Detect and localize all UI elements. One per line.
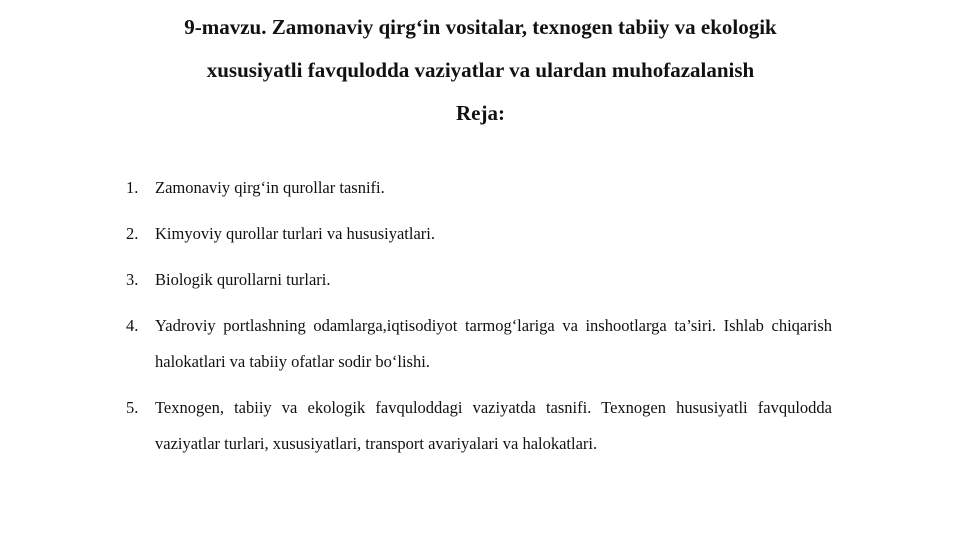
- plan-item-3: [126, 262, 832, 298]
- plan-item-number: 1.: [126, 178, 139, 197]
- title-line-1: 9-mavzu. Zamonaviy qirg‘in vositalar, texnogen tabiiy va ekologik: [184, 15, 777, 39]
- plan-item-number: 5.: [126, 398, 139, 417]
- plan-item-2: [126, 216, 832, 252]
- plan-item-text: Yadroviy portlashning odamlarga,iqtisodiyot tarmog‘lariga va inshootlarga ta’siri. Ishlab chiqarish halokatlari va tabiiy ofatlar sodir bo‘lishi.: [155, 316, 832, 371]
- plan-item-text: Kimyoviy qurollar turlari va hususiyatlari.: [155, 224, 435, 243]
- plan-item-5: [126, 390, 832, 462]
- plan-item-text: Biologik qurollarni turlari.: [155, 270, 331, 289]
- plan-item-number: 2.: [126, 224, 139, 243]
- plan-item-number: 3.: [126, 270, 139, 289]
- plan-item-4: [126, 308, 832, 380]
- title-line-2: xususiyatli favqulodda vaziyatlar va ulardan muhofazalanish: [206, 58, 755, 82]
- plan-item-text: Zamonaviy qirg‘in qurollar tasnifi.: [155, 178, 385, 197]
- plan-item-number: 4.: [126, 316, 139, 335]
- title-block: [0, 6, 961, 135]
- plan-item-text: Texnogen, tabiiy va ekologik favquloddagi vaziyatda tasnifi. Texnogen hususiyatli favqulodda vaziyatlar turlari, xususiyatlari, transport avariyalari va halokatlari.: [155, 398, 832, 453]
- plan-heading: Reja:: [456, 101, 505, 125]
- plan-list: [126, 170, 832, 472]
- plan-item-1: [126, 170, 832, 206]
